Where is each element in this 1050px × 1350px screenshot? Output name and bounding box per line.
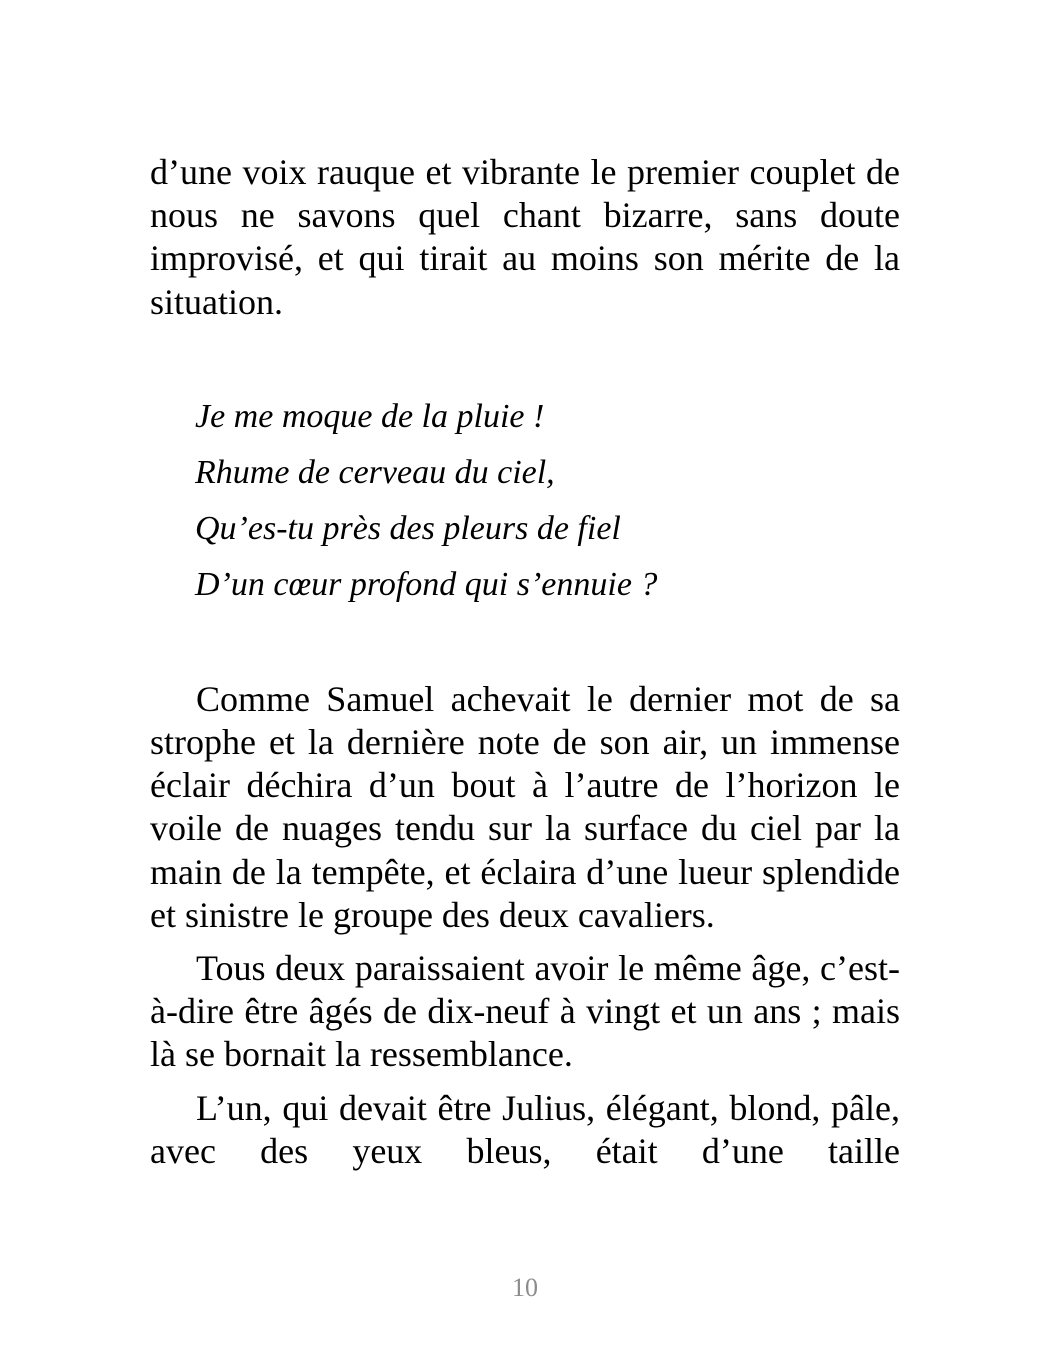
verse-line: Rhume de cerveau du ciel, (195, 453, 555, 491)
verse-stanza (150, 395, 900, 619)
paragraph-lightning: Comme Samuel achevait le dernier mot de sa strophe et la dernière note de son air, un immense éclair déchira d’un bout à l’autre de l’horizon le voile de nuages tendu sur la surface du ciel par la main de la tempête, et éclaira d’une lueur splendide et sinistre le groupe des deux cavaliers. (150, 678, 900, 935)
paragraph-julius: L’un, qui devait être Julius, élégant, blond, pâle, avec des yeux bleus, était d’une taille (150, 1087, 900, 1171)
paragraph-spacer (150, 1077, 900, 1087)
verse-line: Je me moque de la pluie ! (195, 397, 545, 435)
paragraph-age: Tous deux paraissaient avoir le même âge, c’est-à-dire être âgés de dix-neuf à vingt et un ans ; mais là se bornait la ressemblance. (150, 948, 900, 1075)
verse-line: Qu’es-tu près des pleurs de fiel (195, 509, 621, 547)
paragraph-spacer (150, 937, 900, 947)
verse-line: D’un cœur profond qui s’ennuie ? (195, 565, 658, 603)
section-gap (150, 619, 900, 678)
page-number: 10 (512, 1273, 538, 1302)
page-body (150, 151, 900, 1173)
paragraph-continued: d’une voix rauque et vibrante le premier couplet de nous ne savons quel chant bizarre, sans doute improvisé, et qui tirait au moins son mérite de la situation. (150, 152, 900, 322)
section-gap (150, 324, 900, 395)
